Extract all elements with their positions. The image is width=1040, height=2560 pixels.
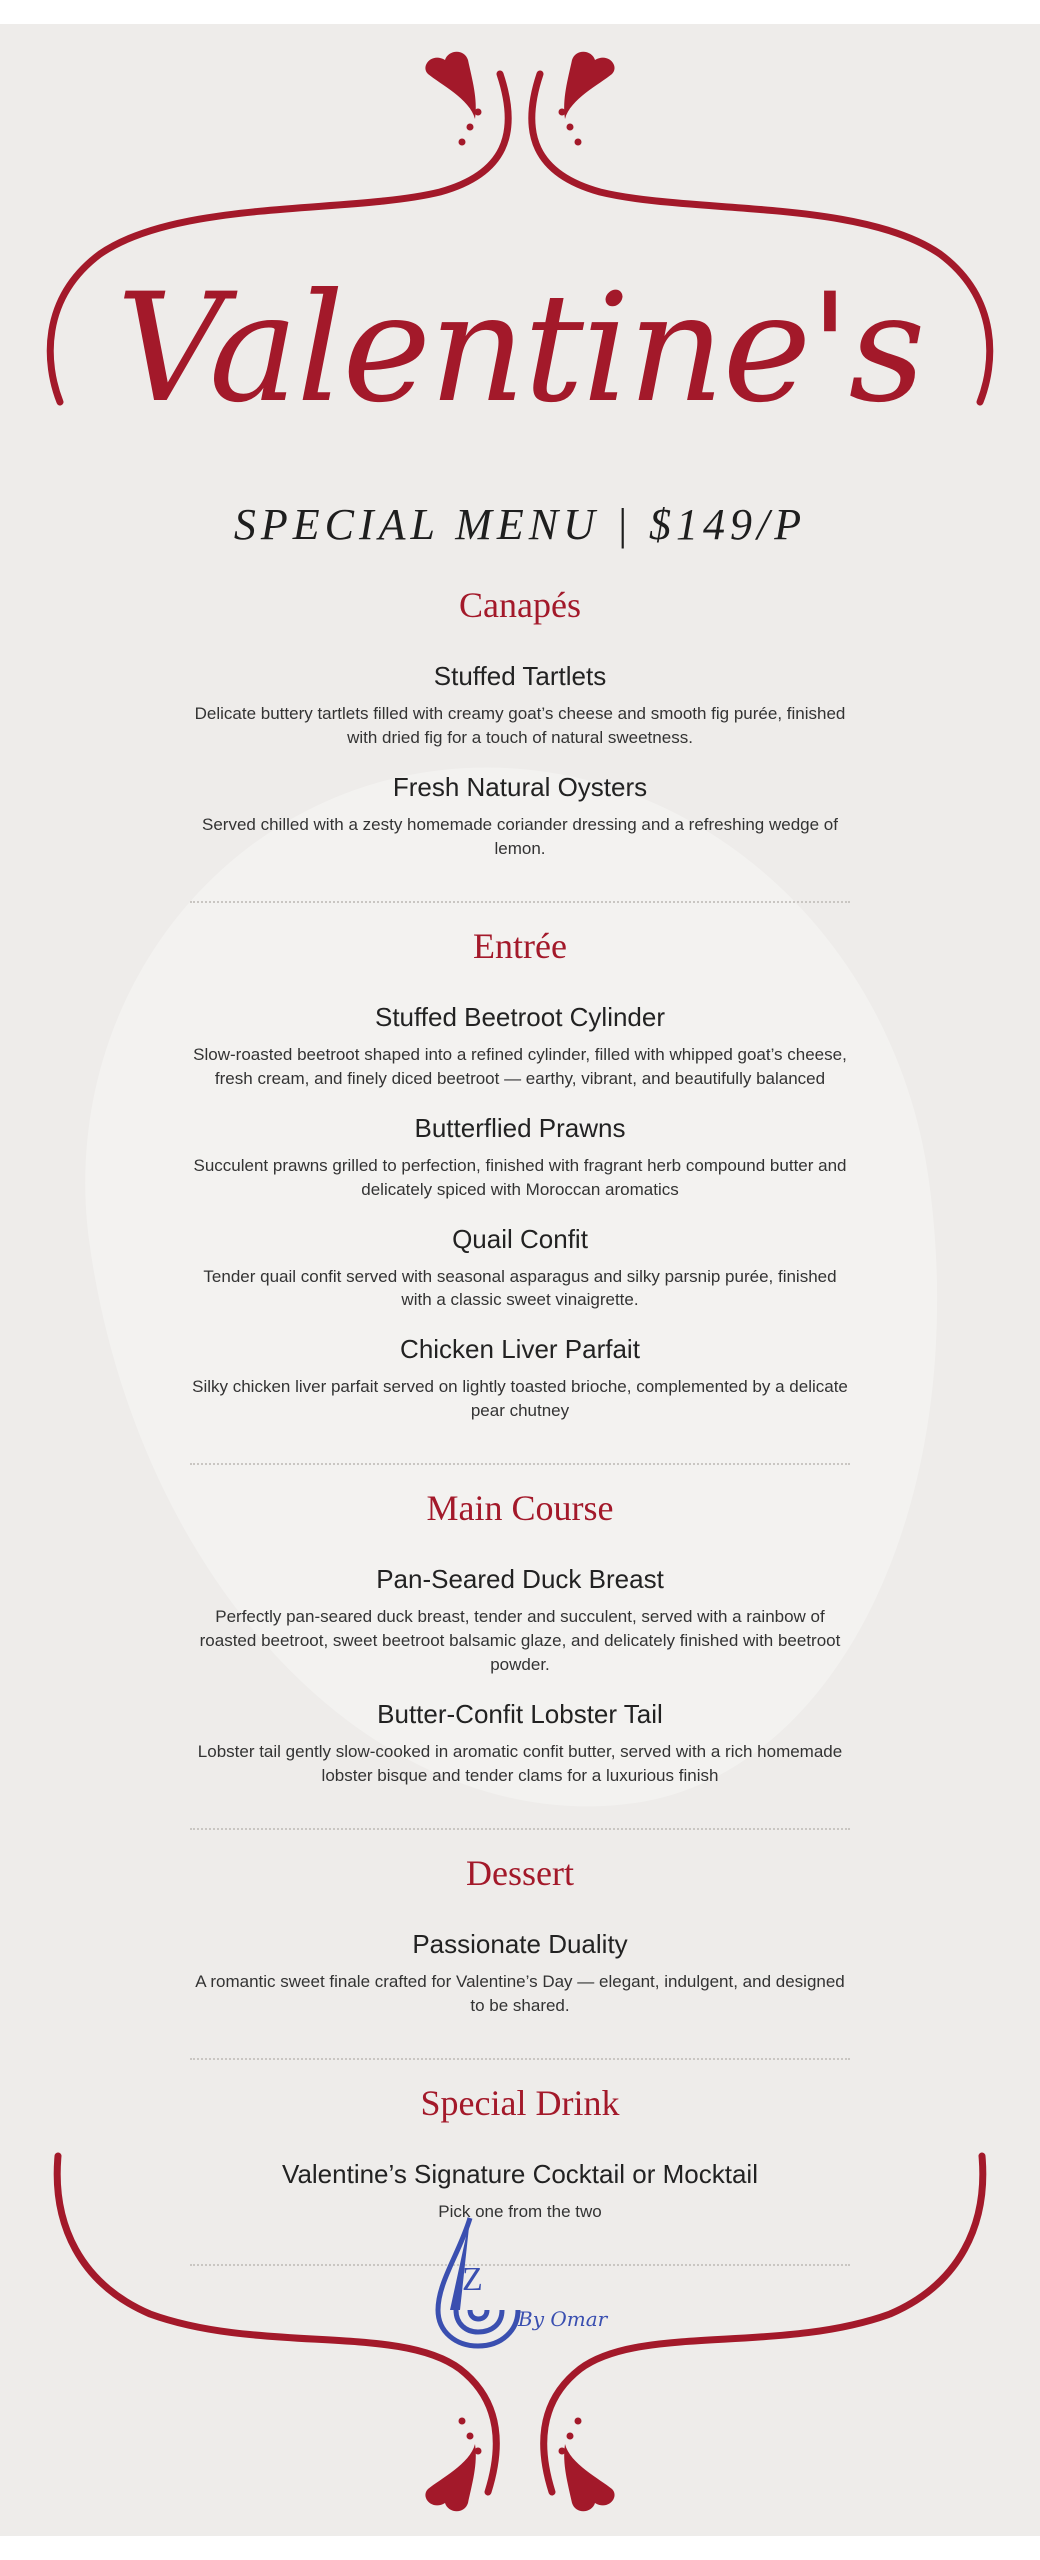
item-name: Valentine’s Signature Cocktail or Mocktail [282,2158,758,2189]
menu-item [190,1564,850,1677]
menu-page [0,24,1040,2536]
item-description: A romantic sweet finale crafted for Valentine’s Day — elegant, indulgent, and designed to be shared. [195,1971,845,2015]
menu-item [190,661,850,750]
heart-icon [564,2444,614,2511]
section-main-course [190,1487,850,1830]
section-title: Dessert [466,1852,574,1893]
item-description: Perfectly pan-seared duck breast, tender and succulent, served with a rainbow of roasted beetroot, sweet beetroot balsamic glaze, and delicately finished with beetroot powder. [199,1607,841,1675]
section-title: Canapés [459,585,581,625]
item-name: Stuffed Tartlets [433,661,607,692]
item-description: Slow-roasted beetroot shaped into a refined cylinder, filled with whipped goat’s cheese, fresh cream, and finely diced beetroot — earthy, vibrant, and beautifully balanced [193,1045,847,1088]
menu-content [190,584,850,2288]
menu-item [190,1224,850,1313]
item-description: Succulent prawns grilled to perfection, finished with fragrant herb compound butter and delicately spiced with Moroccan aromatics [193,1155,847,1199]
item-name: Fresh Natural Oysters [392,771,648,802]
menu-title: Valentine's [116,262,924,436]
menu-item [190,1002,850,1091]
menu-item [190,772,850,861]
az-logo [430,2212,620,2352]
section-title: Special Drink [420,2082,620,2123]
item-name: Pan-Seared Duck Breast [376,1564,664,1595]
logo-monogram: Z [462,2261,483,2298]
heart-icon [425,52,475,119]
item-description: Pick one from the two [438,2201,602,2221]
item-description: Silky chicken liver parfait served on lightly toasted brioche, complemented by a delicate pear chutney [192,1377,848,1421]
heart-icon [425,2444,475,2511]
menu-subtitle: SPECIAL MENU | $149/P [233,500,807,549]
item-name: Quail Confit [452,1223,588,1254]
item-name: Butterflied Prawns [414,1112,626,1143]
menu-item [190,1929,850,2018]
section-title: Entrée [473,925,567,966]
heart-icon [564,52,614,119]
item-description: Served chilled with a zesty homemade coriander dressing and a refreshing wedge of lemon. [202,815,838,858]
section-dessert [190,1852,850,2060]
item-name: Passionate Duality [412,1928,628,1959]
menu-item [190,1113,850,1202]
item-name: Butter-Confit Lobster Tail [377,1698,663,1729]
menu-item [190,1699,850,1788]
menu-item [190,1334,850,1423]
section-entree [190,925,850,1465]
item-name: Chicken Liver Parfait [400,1334,640,1365]
section-canapes [190,584,850,903]
section-title: Main Course [426,1488,614,1529]
item-name: Stuffed Beetroot Cylinder [374,1001,666,1032]
item-description: Tender quail confit served with seasonal asparagus and silky parsnip purée, finished with a classic sweet vinaigrette. [203,1266,837,1310]
logo-tagline: By Omar [518,2307,608,2331]
item-description: Delicate buttery tartlets filled with creamy goat’s cheese and smooth fig purée, finished with dried fig for a touch of natural sweetness. [194,704,846,748]
item-description: Lobster tail gently slow-cooked in aromatic confit butter, served with a rich homemade lobster bisque and tender clams for a luxurious finish [197,1742,843,1785]
